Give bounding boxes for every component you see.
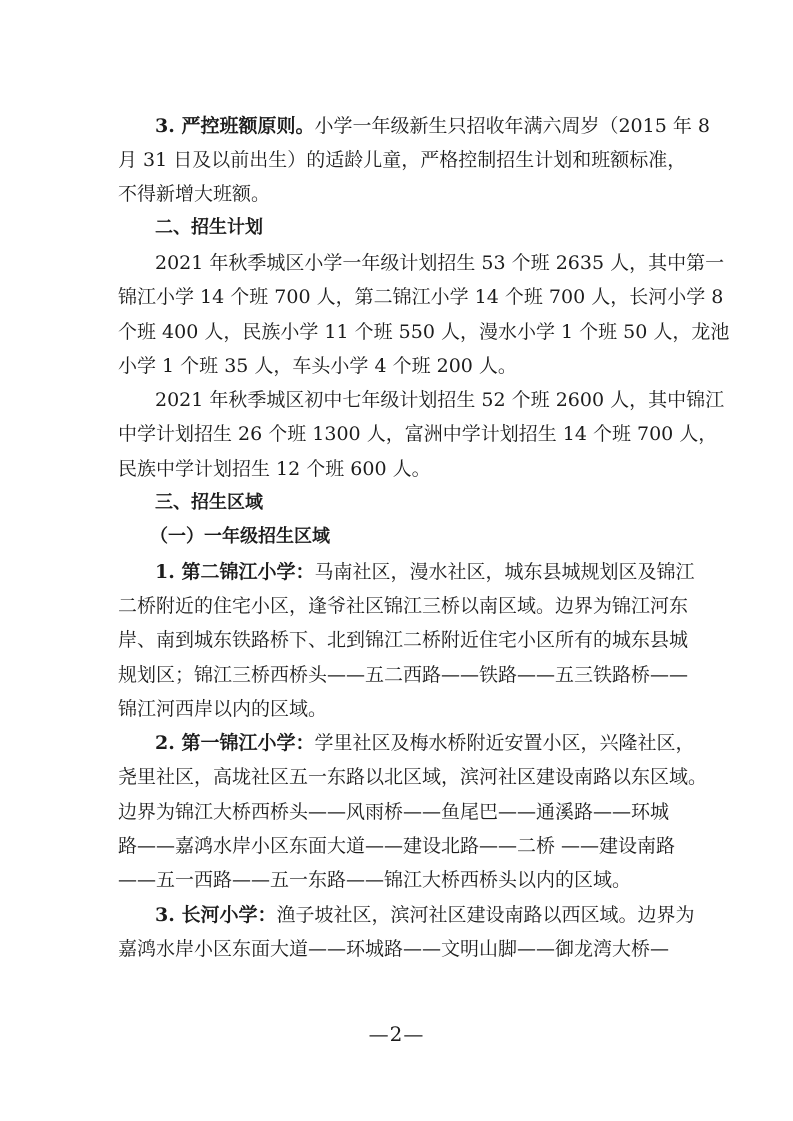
- paragraph-line: 个班 400 人，民族小学 11 个班 550 人，漫水小学 1 个班 50 人，龙池: [118, 321, 730, 343]
- paragraph-line: 嘉鸿水岸小区东面大道——环城路——文明山脚——御龙湾大桥—: [118, 938, 670, 960]
- paragraph-line: 岸、南到城东铁路桥下、北到锦江二桥附近住宅小区所有的城东县城: [118, 629, 689, 651]
- paragraph-line: 小学 1 个班 35 人，车头小学 4 个班 200 人。: [118, 355, 517, 377]
- paragraph-line: 路——嘉鸿水岸小区东面大道——建设北路——二桥 ——建设南路: [118, 835, 676, 857]
- paragraph-line: 2021 年秋季城区小学一年级计划招生 53 个班 2635 人，其中第一: [155, 252, 725, 274]
- paragraph-line: ——五一西路——五一东路——锦江大桥西桥头以内的区域。: [118, 869, 632, 891]
- paragraph-line: 尧里社区，高垅社区五一东路以北区域，滨河社区建设南路以东区域。: [118, 766, 708, 788]
- paragraph-line: [155, 730, 694, 756]
- paragraph-line: [155, 113, 710, 139]
- paragraph-line: 2021 年秋季城区初中七年级计划招生 52 个班 2600 人，其中锦江: [155, 389, 725, 411]
- paragraph-line: 不得新增大班额。: [118, 183, 271, 205]
- text-span: 渔子坡社区，滨河社区建设南路以西区域。边界为: [276, 904, 695, 926]
- section-heading: 二、招生计划: [155, 217, 263, 238]
- paragraph-line: 规划区；锦江三桥西桥头——五二西路——铁路——五三铁路桥——: [118, 664, 689, 686]
- school-name: 2. 第一锦江小学：: [155, 732, 315, 754]
- paragraph-line: 边界为锦江大桥西桥头——风雨桥——鱼尾巴——通溪路——环城: [118, 801, 670, 823]
- paragraph-line: 民族中学计划招生 12 个班 600 人。: [118, 458, 431, 480]
- paragraph-line: 二桥附近的住宅小区，逢爷社区锦江三桥以南区域。边界为锦江河东: [118, 595, 689, 617]
- paragraph-line: 锦江河西岸以内的区域。: [118, 698, 328, 720]
- paragraph-line: [155, 902, 694, 928]
- paragraph-line: [155, 559, 694, 585]
- text-span: 马南社区，漫水社区，城东县城规划区及锦江: [314, 561, 695, 583]
- paragraph-line: 月 31 日及以前出生）的适龄儿童，严格控制招生计划和班额标准，: [118, 149, 687, 171]
- section-heading: 三、招生区域: [155, 492, 263, 513]
- paragraph-line: 锦江小学 14 个班 700 人，第二锦江小学 14 个班 700 人，长河小学 8: [118, 286, 724, 308]
- subsection-heading: （一）一年级招生区域: [150, 526, 330, 547]
- text-span: 学里社区及梅水桥附近安置小区，兴隆社区，: [314, 732, 695, 754]
- school-name: 1. 第二锦江小学：: [155, 561, 315, 583]
- page-number: —2—: [368, 1022, 425, 1046]
- paragraph-line: 中学计划招生 26 个班 1300 人，富洲中学计划招生 14 个班 700 人，: [118, 423, 718, 445]
- school-name: 3. 长河小学：: [155, 904, 277, 926]
- item-lead: 3. 严控班额原则。: [155, 115, 315, 137]
- text-span: 小学一年级新生只招收年满六周岁（2015 年 8: [314, 115, 710, 137]
